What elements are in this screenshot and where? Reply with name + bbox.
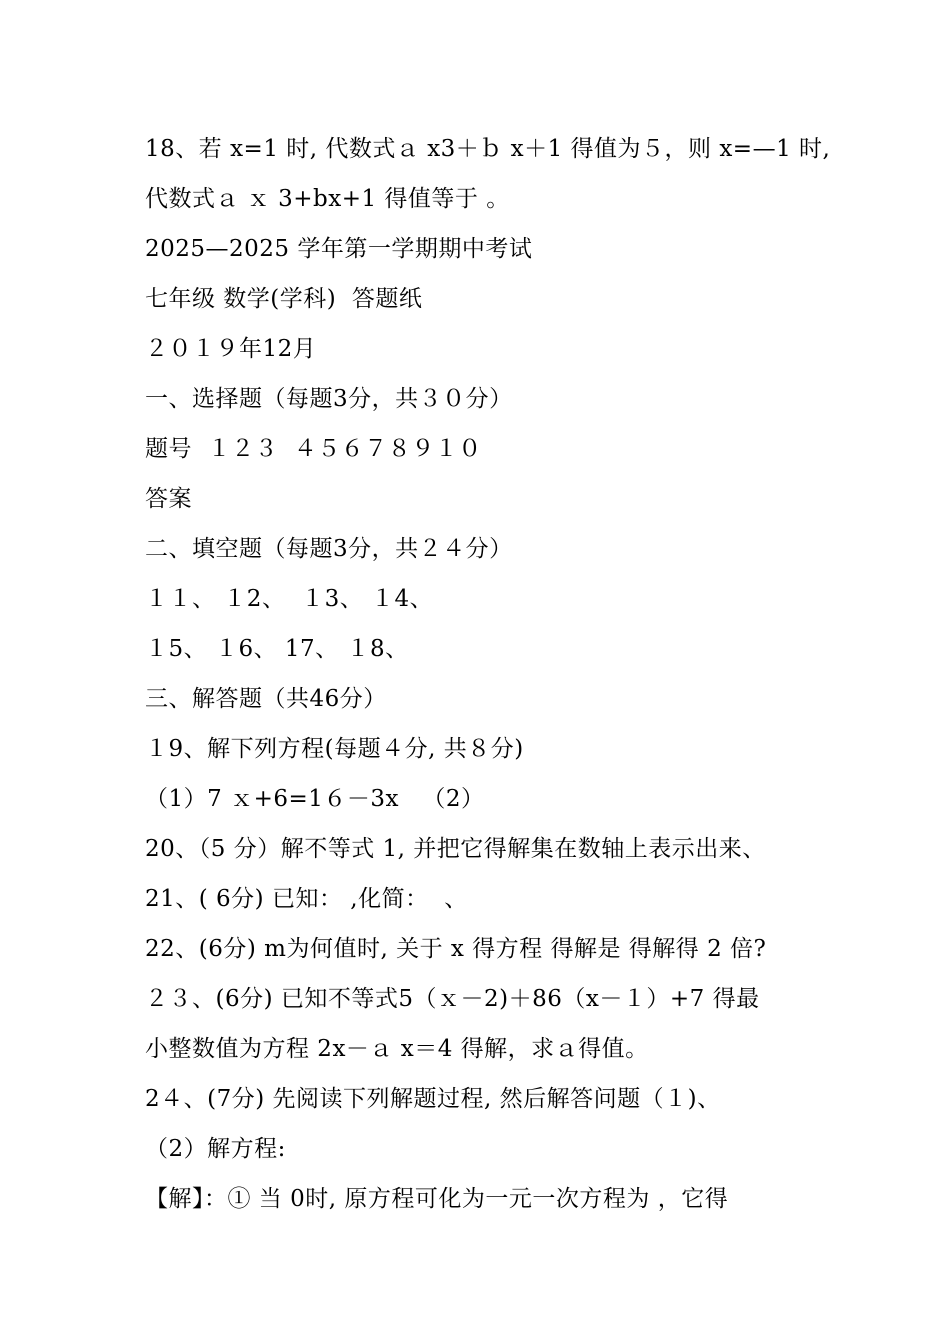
problem-18-line-1: 18、若 x=1 时, 代数式ａ x3＋ｂ x＋1 得值为５，则 x=—1 时, bbox=[145, 136, 831, 162]
section-1-heading: 一、选择题（每题3分，共３０分） bbox=[145, 386, 513, 412]
problem-18-line-2: 代数式ａ ｘ 3+bx+1 得值等于 。 bbox=[145, 186, 510, 212]
problem-19-heading: １9、解下列方程(每题４分, 共８分) bbox=[145, 736, 524, 762]
problem-24-line-2: （2）解方程: bbox=[145, 1136, 286, 1162]
problem-21: 21、( 6分) 已知： ,化简： 、 bbox=[145, 886, 468, 912]
problem-20: 20、（5 分）解不等式 1, 并把它得解集在数轴上表示出来、 bbox=[145, 836, 766, 862]
exam-date: ２０１９年12月 bbox=[145, 336, 317, 362]
section-2-heading: 二、填空题（每题3分，共２４分） bbox=[145, 536, 513, 562]
problem-19-equations: （1）7 ｘ+6=1６－3x （2） bbox=[145, 786, 485, 812]
section-3-heading: 三、解答题（共46分） bbox=[145, 686, 387, 712]
fill-blank-row-2: １5、 １6、 17、 １8、 bbox=[145, 636, 409, 662]
fill-blank-row-1: １１、 １2、 １3、 １4、 bbox=[145, 586, 434, 612]
problem-22: 22、(6分) m为何值时, 关于 x 得方程 得解是 得解得 2 倍? bbox=[145, 936, 767, 962]
problem-23-line-1: ２３、(6分) 已知不等式5（ｘ－2)＋86（x－１）+7 得最 bbox=[145, 986, 760, 1012]
question-number-row: 题号 １２３ ４５６７８９１０ bbox=[145, 436, 482, 462]
problem-23-line-2: 小整数值为方程 2x－ａ x＝4 得解，求ａ得值。 bbox=[145, 1036, 649, 1062]
answer-row-label: 答案 bbox=[145, 486, 192, 512]
problem-24-solution: 【解】：① 当 0时, 原方程可化为一元一次方程为 ，它得 bbox=[145, 1186, 729, 1212]
problem-24-line-1: 2４、(7分) 先阅读下列解题过程, 然后解答问题（１)、 bbox=[145, 1086, 721, 1112]
exam-title: 2025—2025 学年第一学期期中考试 bbox=[145, 236, 533, 262]
answer-sheet-subtitle: 七年级 数学(学科) 答题纸 bbox=[145, 286, 423, 312]
